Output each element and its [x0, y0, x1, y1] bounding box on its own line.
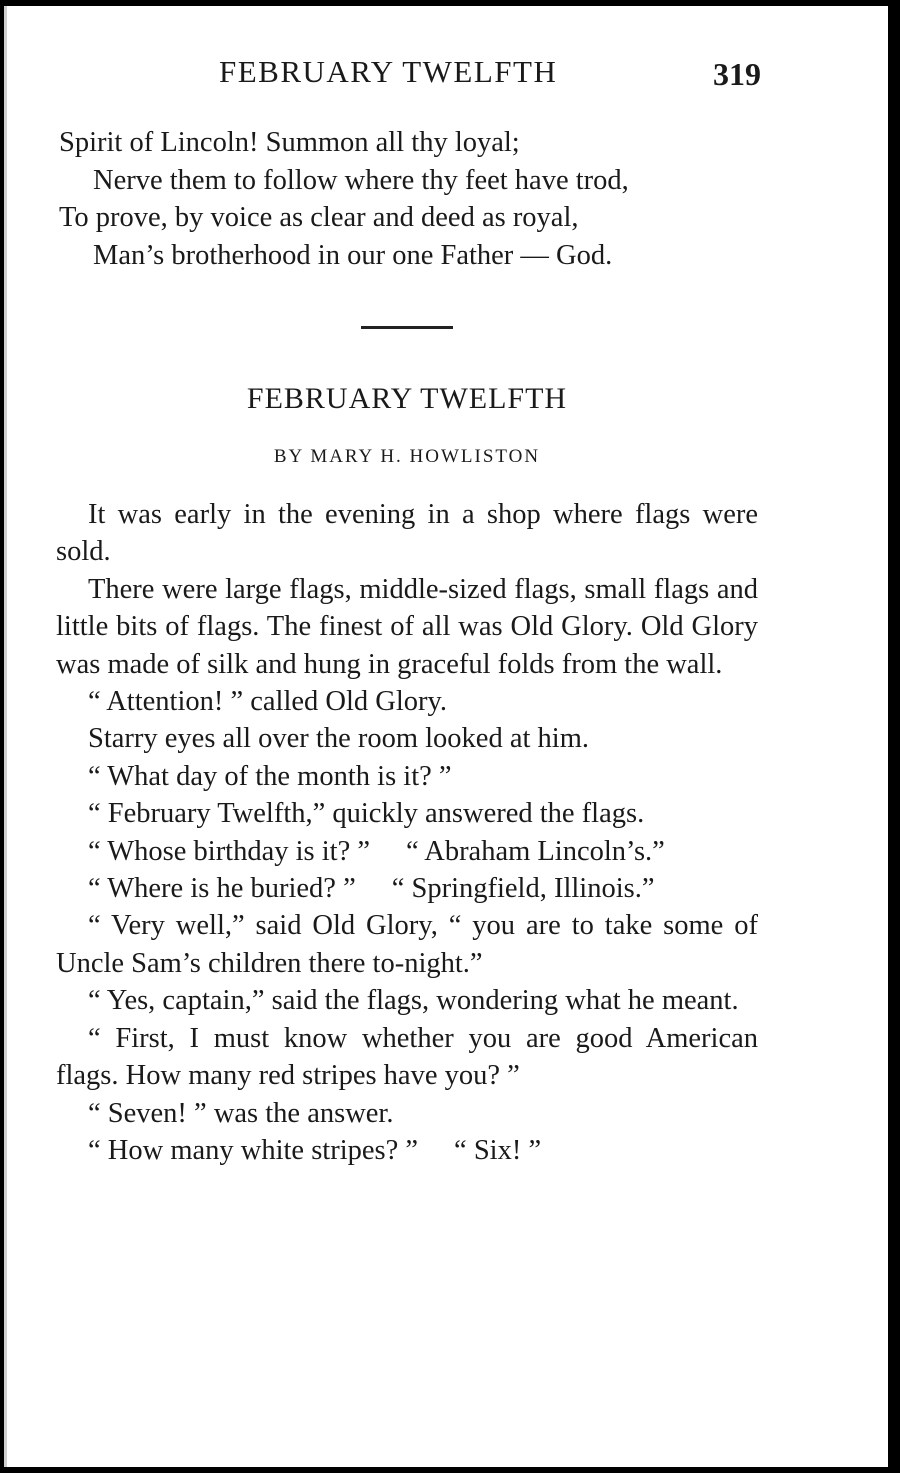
section-divider — [361, 326, 453, 329]
paragraph: “ What day of the month is it? ” — [88, 760, 452, 792]
dialogue-answer: “ Six! ” — [454, 1134, 542, 1166]
dialogue-pair — [56, 870, 758, 907]
article-body — [56, 496, 758, 1169]
dialogue-question: “ How many white stripes? ” — [88, 1134, 419, 1166]
paragraph: “ Seven! ” was the answer. — [88, 1097, 394, 1129]
dialogue-answer: “ Springfield, Illinois.” — [391, 873, 655, 905]
paragraph: It was early in the evening in a shop where flags were sold. — [56, 499, 758, 568]
paragraph: There were large flags, middle-sized flags, small flags and little bits of flags. The finest of all was Old Glory. Old Glory was made of silk and hung in graceful folds from the wall. — [56, 573, 758, 680]
dialogue-pair — [56, 1132, 758, 1169]
poem-line: Spirit of Lincoln! Summon all thy loyal; — [59, 127, 520, 158]
article-title: FEBRUARY TWELFTH — [246, 382, 568, 415]
paragraph: “ February Twelfth,” quickly answered the flags. — [88, 798, 645, 830]
running-head — [7, 54, 888, 94]
dialogue-question: “ Where is he buried? ” — [88, 873, 356, 905]
page-number: 319 — [713, 56, 761, 92]
paragraph: “ Attention! ” called Old Glory. — [88, 686, 448, 718]
poem-stanza — [59, 124, 779, 274]
dialogue-answer: “ Abraham Lincoln’s.” — [406, 835, 665, 867]
running-title: FEBRUARY TWELFTH — [219, 54, 558, 89]
paragraph: “ First, I must know whether you are good American flags. How many red stripes have you? ” — [56, 1022, 758, 1092]
paragraph: Starry eyes all over the room looked at him. — [88, 723, 589, 755]
paragraph: “ Very well,” said Old Glory, “ you are to take some of Uncle Sam’s children there to-night.” — [56, 910, 758, 979]
poem-line: Nerve them to follow where thy feet have trod, — [93, 164, 629, 196]
poem-line: To prove, by voice as clear and deed as royal, — [59, 202, 579, 233]
book-page — [4, 6, 888, 1467]
poem-line: Man’s brotherhood in our one Father — God. — [93, 239, 613, 271]
paragraph: “ Yes, captain,” said the flags, wondering what he meant. — [88, 985, 739, 1017]
article-byline: BY MARY H. HOWLISTON — [273, 446, 541, 467]
dialogue-question: “ Whose birthday is it? ” — [88, 835, 371, 867]
dialogue-pair — [56, 833, 758, 870]
